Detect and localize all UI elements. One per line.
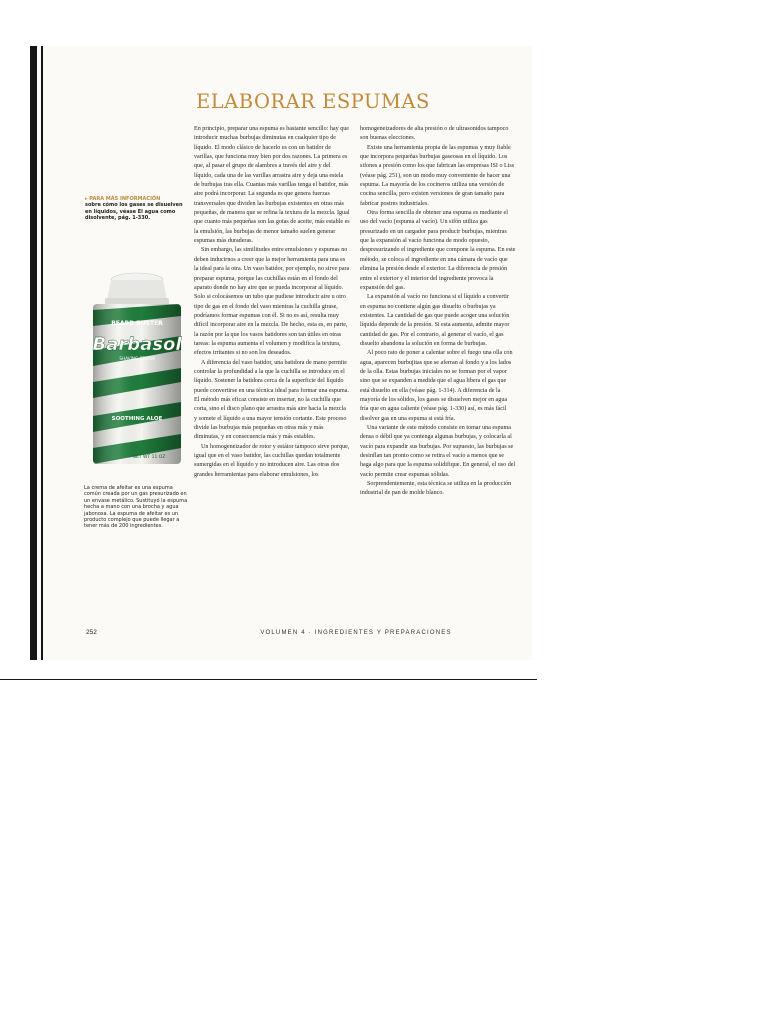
can-brand: Barbasol — [92, 334, 182, 355]
text-column-2 — [360, 125, 516, 499]
paragraph: En principio, preparar una espuma es bastante sencillo: hay que introducir muchas burbujas diminutas en cualquier tipo de líquido. El modo clásico de hacerlo es con un batidor de varillas, que funciona muy bien por dos razones. La primera es que, al pasar el grupo de alambres a través del aire y del líquido, cada una de las varillas arrastra aire y deja una estela de burbujas tras ella. Cuantas más varillas tenga el batidor, más aire podrá incorporar. La segunda es que genera fuerzas transversales que dividen las burbujas existentes en otras más pequeñas, de manera que se refina la textura de la mezcla. Igual que cuanto más pequeñas son las gotas de aceite, más estable es la emulsión, las burbujas de menor tamaño suelen generar espumas más duraderas. — [194, 126, 350, 245]
paragraph: Una variante de este método consiste en tomar una espuma densa o débil que ya contenga algunas burbujas, y colocarla al vacío para expandir sus burbujas. Por supuesto, las burbujas se desinflan tan pronto como se retira el vacío a menos que se haga algo para que la espuma solidifique. En general, el uso del vacío permite crear espumas sólidas. — [360, 425, 516, 478]
page-number: 252 — [86, 629, 97, 636]
page-edge-bar — [30, 46, 37, 660]
bottom-divider — [0, 679, 537, 680]
paragraph: Otra forma sencilla de obtener una espuma es mediante el uso del vacío (espuma al vacío). Un sifón utiliza gas presurizado en un cargador para producir burbujas, mientras que la expansión al vacío funciona de modo opuesto, despresurizando el ingrediente que compone la espuma. En este método, se coloca el ingrediente en una cámara de vacío que elimina la presión desde el exterior. La diferencia de presión entre el exterior y el interior del ingrediente provoca la expansión del gas. — [360, 210, 516, 291]
paragraph: Existe una herramienta propia de las espumas y muy fiable que incorpora pequeñas burbujas gaseosas en el líquido. Los sifones a presión como los que fabrican las empresas ISI o Liss (véase pág. 251), son un modo muy conveniente de hacer una espuma. La mayoría de los cocineros utiliza una versión de cocina sencilla, pero existen versiones de gran tamaño para fabricar postres industriales. — [360, 144, 515, 207]
book-page — [30, 46, 532, 660]
running-footer: VOLUMEN 4 · INGREDIENTES Y PREPARACIONES — [260, 630, 452, 636]
paragraph: Al poco rato de poner a calentar sobre el fuego una olla con agua, aparecen burbujitas que se aferran al fondo y a los lados de la olla. Estas burbujas iniciales no se forman por el vapor sino que se expanden a medida que el agua libera el gas que está disuelto en ella (véase pág. 1-314). A diferencia de la mayoría de los sólidos, los gases se disuelven mejor en agua fría que en agua caliente (véase pág. 1-330) así, es más fácil disolver gas en una espuma si está fría. — [360, 350, 513, 422]
can-net-weight: NET WT 11 OZ — [132, 455, 166, 460]
page-edge-line — [41, 46, 43, 660]
side-note-text: sobre cómo los gases se disuelven en líquidos, véase El agua como disolvente, pág. 1-330. — [85, 202, 183, 222]
text-column-1 — [194, 125, 350, 480]
paragraph: A diferencia del vaso batidor, una batidora de mano permite controlar la profundidad a la que la cuchilla se introduce en el líquido. Sostener la batidora cerca de la superficie del líquido puede convertirse en una técnica ideal para formar una espuma. El método más eficaz consiste en insertar, no la cuchilla que corta, sino el disco plano que arrastra más aire hacia la mezcla y somete el líquido a una mayor tensión cortante. Este proceso divide las burbujas más pequeñas en otras más y más diminutas, y en consecuencia más y más estables. — [194, 359, 349, 441]
paragraph: Sorprendentemente, esta técnica se utiliza en la producción industrial de pan de molde blanco. — [360, 481, 512, 497]
paragraph: La expansión al vacío no funciona si el líquido a convertir en espuma no contiene algún gas disuelto o burbujas ya existentes. La cantidad de gas que puede acoger una solución líquida depende de la presión. Si esta aumenta, admite mayor cantidad de gas. Por el contrario, al generar el vacío, el gas disuelto abandona la solución en forma de burbujas. — [360, 294, 510, 347]
paragraph: homogeneizadores de alta presión o de ultrasonidos tampoco son buenas elecciones. — [360, 126, 509, 142]
side-note-heading: ▸ PARA MÁS INFORMACIÓN — [85, 196, 161, 202]
side-note — [85, 196, 185, 222]
can-top-label: BEARD BUSTER — [111, 320, 163, 327]
can-variant: SOOTHING ALOE — [111, 416, 163, 422]
paragraph: Sin embargo, las similitudes entre emulsiones y espumas no deben inducirnos a creer que la mejor herramienta para una es la ideal para la otra. Un vaso batidor, por ejemplo, no sirve para preparar espuma, porque las cuchillas están en el fondo del aparato donde no hay aire que se pueda incorporar al líquido. Solo si colocásemos un tubo que pudiese introducir aire u otro tipo de gas en el fondo del vaso mientras la cuchilla girase, podríamos formar espumas con él. Si no es así, resulta muy difícil incorporar aire en la mezcla. De hecho, esta es, en parte, la razón por la que los vasos batidores son tan útiles en otras tareas: la espuma aumenta el volumen y modifica la textura, efectos irritantes si no son los deseados. — [194, 247, 350, 357]
can-sub-label: SHAVING CREAM — [119, 356, 155, 361]
shaving-cream-can-image — [87, 270, 187, 468]
image-caption: La crema de afeitar es una espuma común creada por un gas presurizado en un envase metálico. Sustituyó la espuma hecha a mano con una brocha y agua jabonosa. La espuma de afeitar es un producto complejo que puede llegar a tener más de 200 ingredientes. — [84, 485, 188, 530]
page-heading: ELABORAR ESPUMAS — [196, 90, 430, 113]
paragraph: Un homogeneizador de rotor y estátor tampoco sirve porque, igual que en el vaso batidor, las cuchillas quedan totalmente sumergidas en el líquido y no introducen aire. Las otras dos grandes herramientas para elaborar emulsiones, los — [194, 443, 350, 478]
